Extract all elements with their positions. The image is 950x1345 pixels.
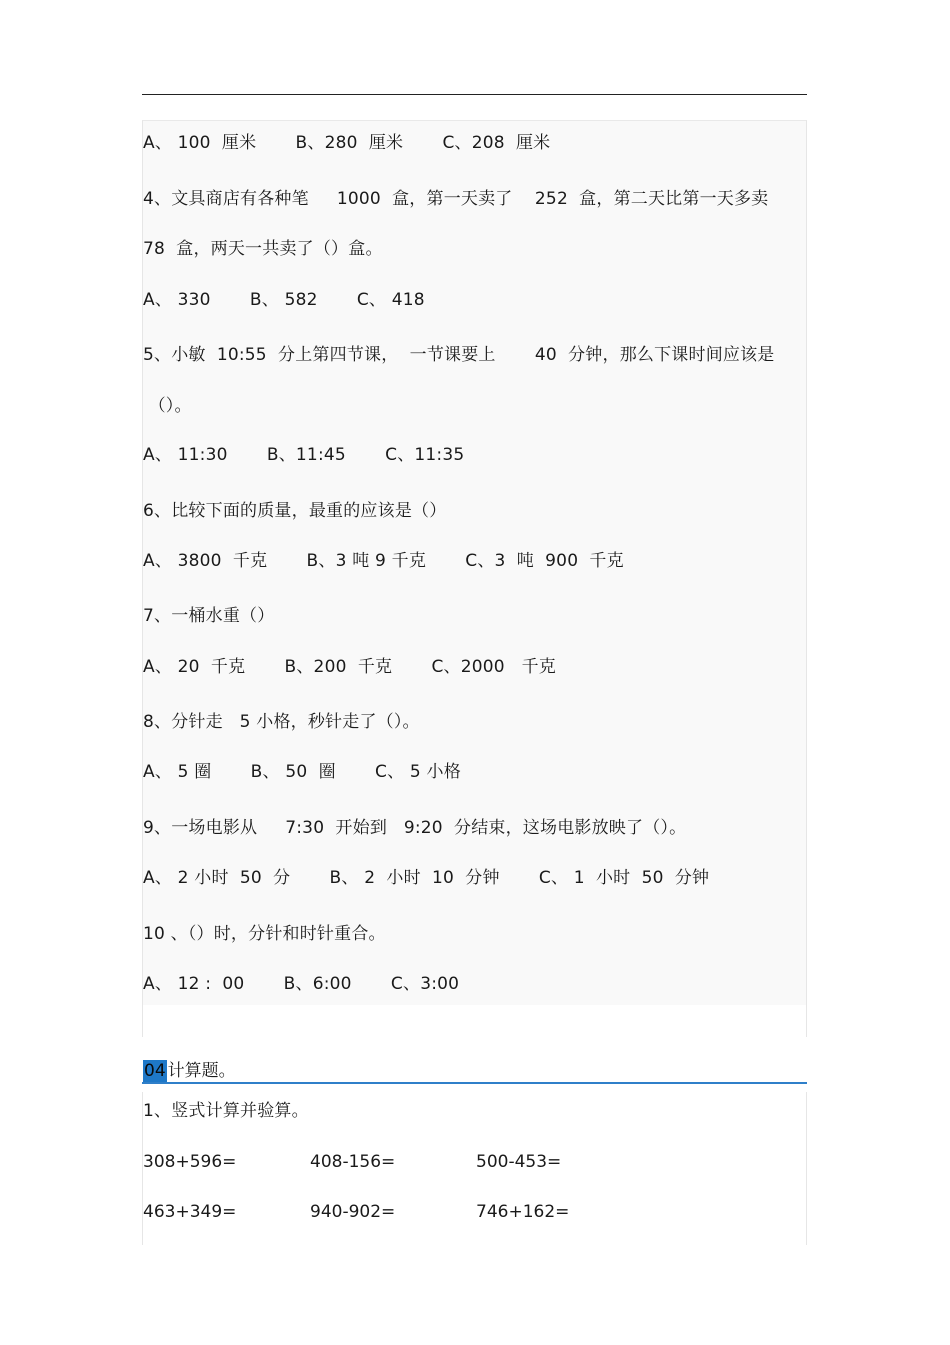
calc-sub-title: 1、竖式计算并验算。 [143,1101,309,1121]
q7-text: 7、一桶水重（） [143,606,275,626]
q7-options: A、 20 千克 B、200 千克 C、2000 千克 [143,657,556,677]
section-title: 计算题。 [167,1061,236,1081]
calc-item: 463+349= [143,1202,237,1222]
calc-item: 746+162= [476,1202,570,1222]
q8-options: A、 5 圈 B、 50 圈 C、 5 小格 [143,762,461,782]
q10-options: A、 12 : 00 B、6:00 C、3:00 [143,974,460,994]
q10-text: 10 、（）时，分针和时针重合。 [143,924,386,944]
q5-text-line2: （）。 [143,396,192,416]
q4-text-line2: 78 盒，两天一共卖了（）盒。 [143,239,383,259]
q5-options: A、 11:30 B、11:45 C、11:35 [143,445,465,465]
q6-options: A、 3800 千克 B、3 吨 9 千克 C、3 吨 900 千克 [143,551,624,571]
q9-text: 9、一场电影从 7:30 开始到 9:20 分结束，这场电影放映了（）。 [143,818,687,838]
questions-panel-tail [142,1005,807,1037]
calc-item: 940-902= [310,1202,396,1222]
calc-item: 308+596= [143,1152,237,1172]
q4-text-line1: 4、文具商店有各种笔 1000 盒，第一天卖了 252 盒，第二天比第一天多卖 [143,189,769,209]
calc-item: 408-156= [310,1152,396,1172]
q3-options: A、 100 厘米 B、280 厘米 C、208 厘米 [143,133,551,153]
q5-text-line1: 5、小敏 10:55 分上第四节课， 一节课要上 40 分钟，那么下课时间应该是 [143,345,775,365]
q6-text: 6、比较下面的质量，最重的应该是（） [143,501,447,521]
section-heading [143,1059,236,1083]
q8-text: 8、分针走 5 小格，秒针走了（）。 [143,712,420,732]
calc-item: 500-453= [476,1152,562,1172]
q4-options: A、 330 B、 582 C、 418 [143,290,425,310]
section-number: 04 [144,1061,166,1081]
section-rule [142,1082,807,1084]
q9-options: A、 2 小时 50 分 B、 2 小时 10 分钟 C、 1 小时 50 分钟 [143,868,710,888]
header-rule [142,94,807,95]
